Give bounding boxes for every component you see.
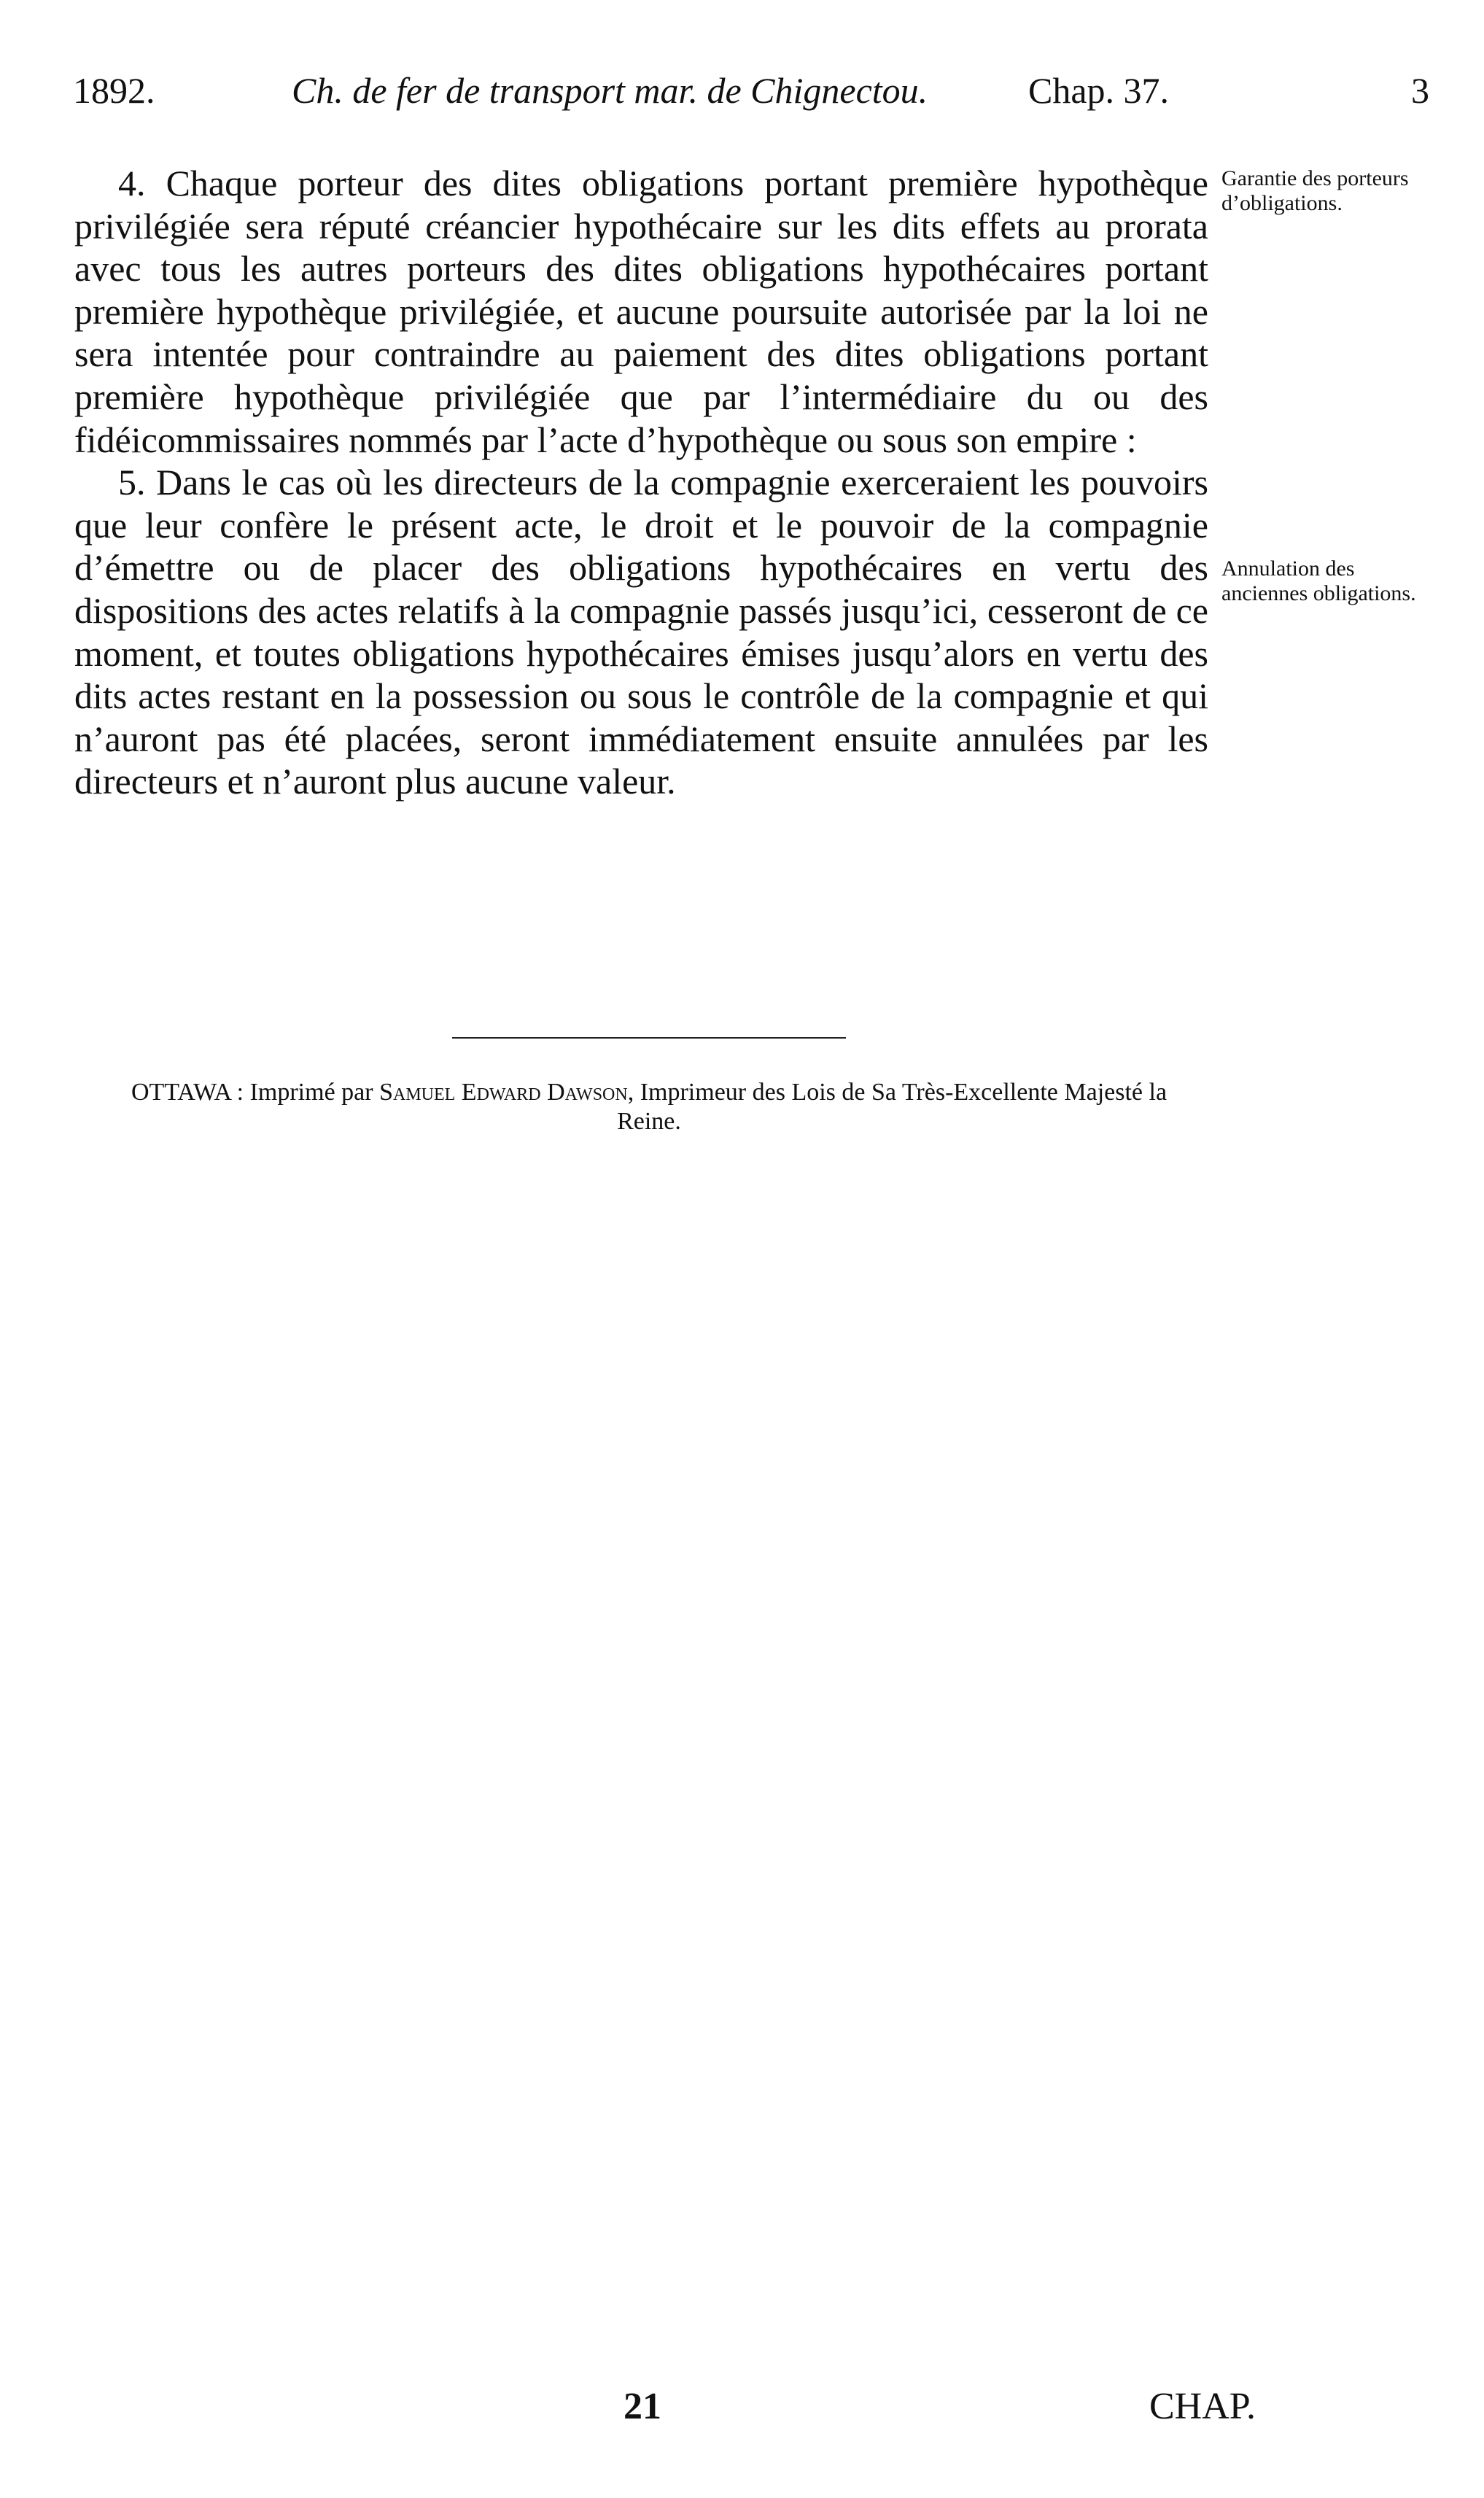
catchword: CHAP.	[1149, 2386, 1256, 2427]
running-header	[73, 69, 1429, 128]
imprint-prefix: OTTAWA : Imprimé par	[131, 1079, 380, 1106]
printer-imprint	[102, 1078, 1196, 1136]
page-number: 3	[1411, 70, 1429, 111]
section-4-text: 4. Chaque porteur des dites obligations portant première hypothèque privilégiée sera réputé créancier hypothécaire sur les dits effets au prorata avec tous les autres porteurs des dites obligations hypothécaires portant première hypothèque privilégiée, et aucune poursuite autorisée par la loi ne sera intentée pour contraindre au paiement des dites obligations portant première hypothèque privilégiée que par l’intermédiaire du ou des fidéicommissaires nommés par l’acte d’hypothèque ou sous son empire :	[74, 163, 1208, 460]
margin-note-section-4: Garantie des porteurs d’obligations.	[1221, 166, 1409, 215]
divider-rule	[452, 1037, 846, 1039]
section-5-text: 5. Dans le cas où les directeurs de la compagnie exerceraient les pouvoirs que leur confère le présent acte, le droit et le pouvoir de la compagnie d’émettre ou de placer des obligations hypothécaires en vertu des dispositions des actes relatifs à la compagnie passés jusqu’ici, cesseront de ce moment, et toutes obligations hypothécaires émises jusqu’alors en vertu des dits actes restant en la possession ou sous le contrôle de la compagnie et qui n’auront pas été placées, seront immédiatement ensuite annulées par les directeurs et n’auront plus aucune valeur.	[74, 462, 1208, 802]
header-year: 1892.	[73, 70, 155, 111]
header-title: Ch. de fer de transport mar. de Chignectou.	[292, 70, 928, 111]
page-footer	[73, 2385, 1429, 2436]
imprint-suffix: , Imprimeur des Lois de Sa Très-Excellente Majesté la Reine.	[617, 1079, 1168, 1135]
imprint-printer: Samuel Edward Dawson	[379, 1079, 628, 1106]
margin-note-section-5: Annulation des anciennes obligations.	[1221, 556, 1416, 605]
header-chapter: Chap. 37.	[1028, 70, 1170, 111]
body-text	[74, 162, 1208, 803]
signature-number: 21	[623, 2386, 661, 2427]
